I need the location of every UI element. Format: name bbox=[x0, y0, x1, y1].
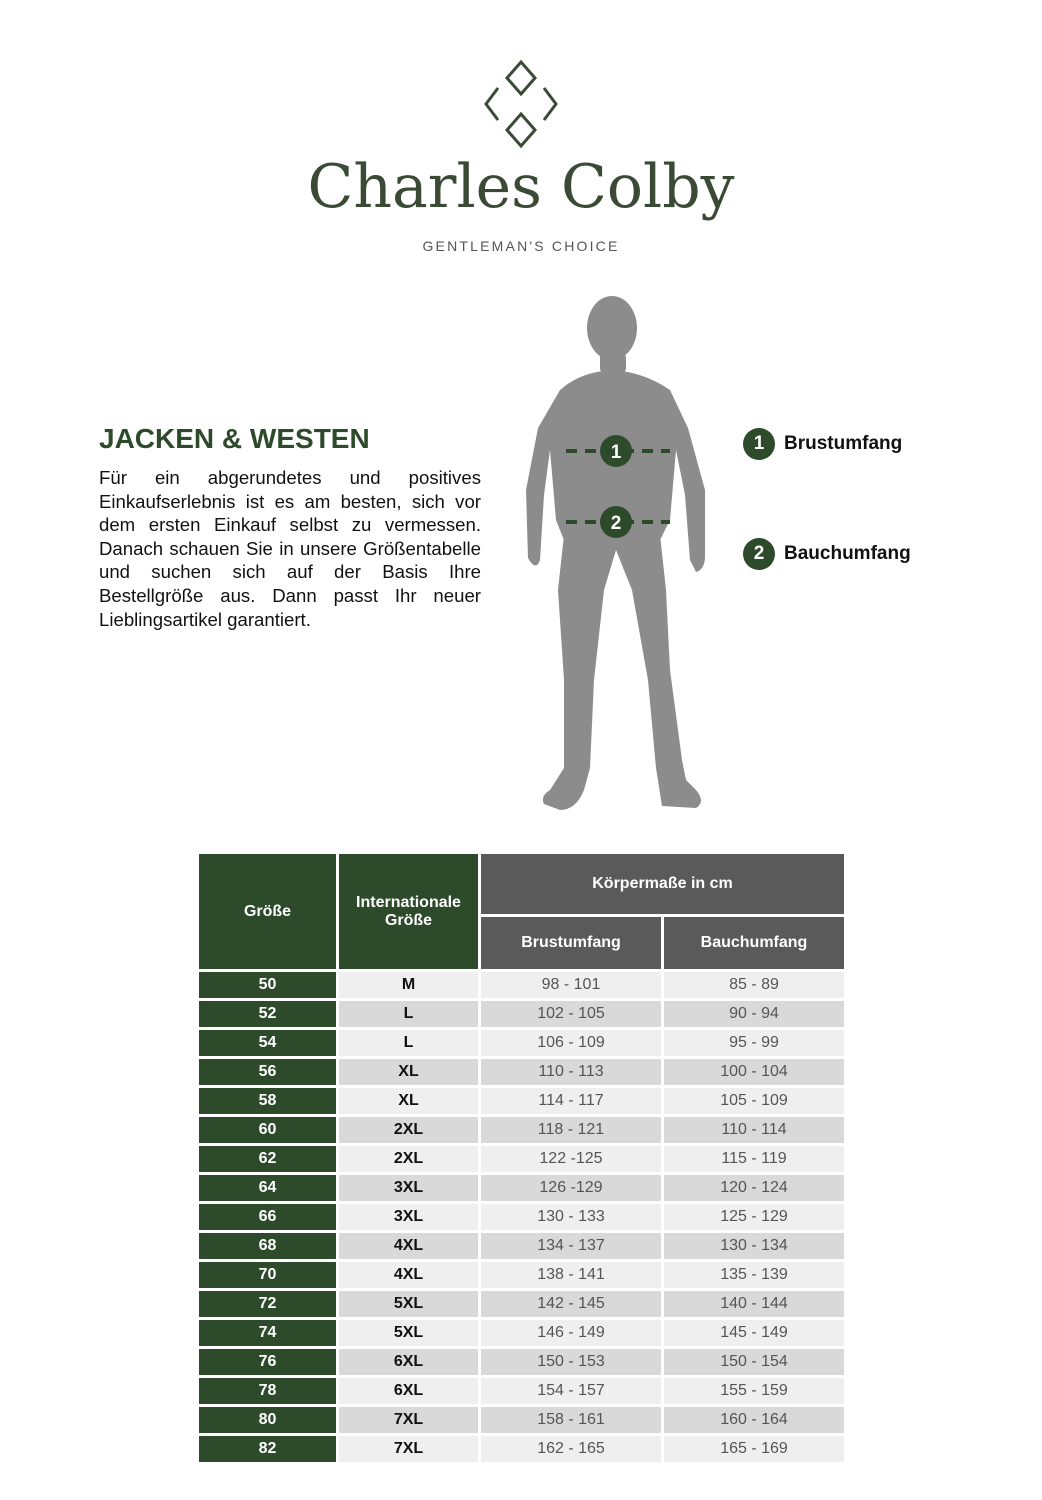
waist-cell: 90 - 94 bbox=[664, 1001, 844, 1027]
chest-cell: 162 - 165 bbox=[481, 1436, 661, 1462]
table-row bbox=[199, 1204, 844, 1230]
header-size: Größe bbox=[199, 854, 336, 969]
chest-cell: 118 - 121 bbox=[481, 1117, 661, 1143]
waist-cell: 160 - 164 bbox=[664, 1407, 844, 1433]
waist-cell: 135 - 139 bbox=[664, 1262, 844, 1288]
waist-cell: 165 - 169 bbox=[664, 1436, 844, 1462]
intl-size-cell: M bbox=[339, 972, 478, 998]
table-row bbox=[199, 1436, 844, 1462]
intl-size-cell: 6XL bbox=[339, 1378, 478, 1404]
waist-cell: 125 - 129 bbox=[664, 1204, 844, 1230]
intl-size-cell: 5XL bbox=[339, 1291, 478, 1317]
chest-marker bbox=[600, 435, 632, 467]
table-row bbox=[199, 1001, 844, 1027]
size-cell: 52 bbox=[199, 1001, 336, 1027]
header-intl-size bbox=[339, 854, 478, 969]
waist-marker-number: 2 bbox=[610, 513, 622, 534]
waist-cell: 120 - 124 bbox=[664, 1175, 844, 1201]
diamond-logo-icon bbox=[480, 58, 562, 150]
size-cell: 68 bbox=[199, 1233, 336, 1259]
table-row bbox=[199, 1117, 844, 1143]
intl-size-cell: L bbox=[339, 1030, 478, 1056]
table-row bbox=[199, 1349, 844, 1375]
size-table-body bbox=[199, 972, 844, 1462]
size-cell: 66 bbox=[199, 1204, 336, 1230]
chest-cell: 150 - 153 bbox=[481, 1349, 661, 1375]
table-row bbox=[199, 1407, 844, 1433]
table-row bbox=[199, 1088, 844, 1114]
header-waist: Bauchumfang bbox=[664, 917, 844, 969]
header-chest: Brustumfang bbox=[481, 917, 661, 969]
table-row bbox=[199, 1378, 844, 1404]
chest-cell: 102 - 105 bbox=[481, 1001, 661, 1027]
table-row bbox=[199, 972, 844, 998]
chest-cell: 154 - 157 bbox=[481, 1378, 661, 1404]
chest-cell: 98 - 101 bbox=[481, 972, 661, 998]
legend-label: Brustumfang bbox=[784, 433, 903, 454]
size-table bbox=[196, 851, 847, 1465]
size-cell: 56 bbox=[199, 1059, 336, 1085]
brand-tagline: GENTLEMAN'S CHOICE bbox=[422, 238, 620, 254]
legend-item-waist bbox=[743, 538, 911, 570]
chest-cell: 126 -129 bbox=[481, 1175, 661, 1201]
table-row bbox=[199, 1059, 844, 1085]
legend-number: 1 bbox=[743, 428, 775, 460]
size-cell: 60 bbox=[199, 1117, 336, 1143]
chest-cell: 158 - 161 bbox=[481, 1407, 661, 1433]
waist-cell: 140 - 144 bbox=[664, 1291, 844, 1317]
waist-cell: 100 - 104 bbox=[664, 1059, 844, 1085]
size-cell: 82 bbox=[199, 1436, 336, 1462]
size-cell: 54 bbox=[199, 1030, 336, 1056]
waist-cell: 155 - 159 bbox=[664, 1378, 844, 1404]
waist-cell: 110 - 114 bbox=[664, 1117, 844, 1143]
intl-size-cell: 3XL bbox=[339, 1175, 478, 1201]
intl-size-cell: 7XL bbox=[339, 1407, 478, 1433]
header-body-measurements: Körpermaße in cm bbox=[481, 854, 844, 914]
intl-size-cell: 2XL bbox=[339, 1117, 478, 1143]
chest-marker-number: 1 bbox=[610, 442, 622, 463]
table-row bbox=[199, 1030, 844, 1056]
size-cell: 78 bbox=[199, 1378, 336, 1404]
intl-size-cell: 4XL bbox=[339, 1233, 478, 1259]
legend-item-chest bbox=[743, 428, 902, 460]
size-cell: 74 bbox=[199, 1320, 336, 1346]
intl-size-cell: L bbox=[339, 1001, 478, 1027]
size-cell: 70 bbox=[199, 1262, 336, 1288]
chest-cell: 106 - 109 bbox=[481, 1030, 661, 1056]
table-row bbox=[199, 1233, 844, 1259]
intl-size-cell: 2XL bbox=[339, 1146, 478, 1172]
size-cell: 72 bbox=[199, 1291, 336, 1317]
section-title: JACKEN & WESTEN bbox=[99, 423, 370, 454]
table-row bbox=[199, 1291, 844, 1317]
header-intl-line2: Größe bbox=[384, 911, 433, 929]
intro-text: Für ein abgerundetes und positives Einkaufserlebnis ist es am besten, sich vor dem ersten Einkauf selbst zu vermessen. Danach schauen Sie in unsere Größentabelle und suchen sich auf der Basis Ihre Bestellgröße aus. Dann passt Ihr neuer Lieblingsartikel garantiert. bbox=[99, 467, 481, 630]
waist-cell: 145 - 149 bbox=[664, 1320, 844, 1346]
size-cell: 58 bbox=[199, 1088, 336, 1114]
intl-size-cell: 4XL bbox=[339, 1262, 478, 1288]
intl-size-cell: 7XL bbox=[339, 1436, 478, 1462]
chest-cell: 122 -125 bbox=[481, 1146, 661, 1172]
legend-label: Bauchumfang bbox=[784, 543, 911, 564]
waist-cell: 85 - 89 bbox=[664, 972, 844, 998]
size-cell: 80 bbox=[199, 1407, 336, 1433]
chest-cell: 130 - 133 bbox=[481, 1204, 661, 1230]
chest-cell: 134 - 137 bbox=[481, 1233, 661, 1259]
header-intl-line1: Internationale bbox=[356, 893, 461, 911]
intl-size-cell: 5XL bbox=[339, 1320, 478, 1346]
waist-cell: 130 - 134 bbox=[664, 1233, 844, 1259]
chest-cell: 142 - 145 bbox=[481, 1291, 661, 1317]
table-row bbox=[199, 1146, 844, 1172]
intl-size-cell: 6XL bbox=[339, 1349, 478, 1375]
chest-cell: 114 - 117 bbox=[481, 1088, 661, 1114]
size-cell: 62 bbox=[199, 1146, 336, 1172]
waist-cell: 95 - 99 bbox=[664, 1030, 844, 1056]
brand-name: Charles Colby bbox=[307, 152, 735, 222]
body-silhouette bbox=[520, 290, 720, 820]
intl-size-cell: XL bbox=[339, 1088, 478, 1114]
intl-size-cell: 3XL bbox=[339, 1204, 478, 1230]
size-cell: 76 bbox=[199, 1349, 336, 1375]
size-cell: 50 bbox=[199, 972, 336, 998]
waist-cell: 115 - 119 bbox=[664, 1146, 844, 1172]
chest-cell: 138 - 141 bbox=[481, 1262, 661, 1288]
size-cell: 64 bbox=[199, 1175, 336, 1201]
legend-number: 2 bbox=[743, 538, 775, 570]
waist-cell: 105 - 109 bbox=[664, 1088, 844, 1114]
intl-size-cell: XL bbox=[339, 1059, 478, 1085]
chest-cell: 110 - 113 bbox=[481, 1059, 661, 1085]
table-row bbox=[199, 1175, 844, 1201]
waist-marker bbox=[600, 506, 632, 538]
table-row bbox=[199, 1320, 844, 1346]
waist-cell: 150 - 154 bbox=[664, 1349, 844, 1375]
table-row bbox=[199, 1262, 844, 1288]
chest-cell: 146 - 149 bbox=[481, 1320, 661, 1346]
